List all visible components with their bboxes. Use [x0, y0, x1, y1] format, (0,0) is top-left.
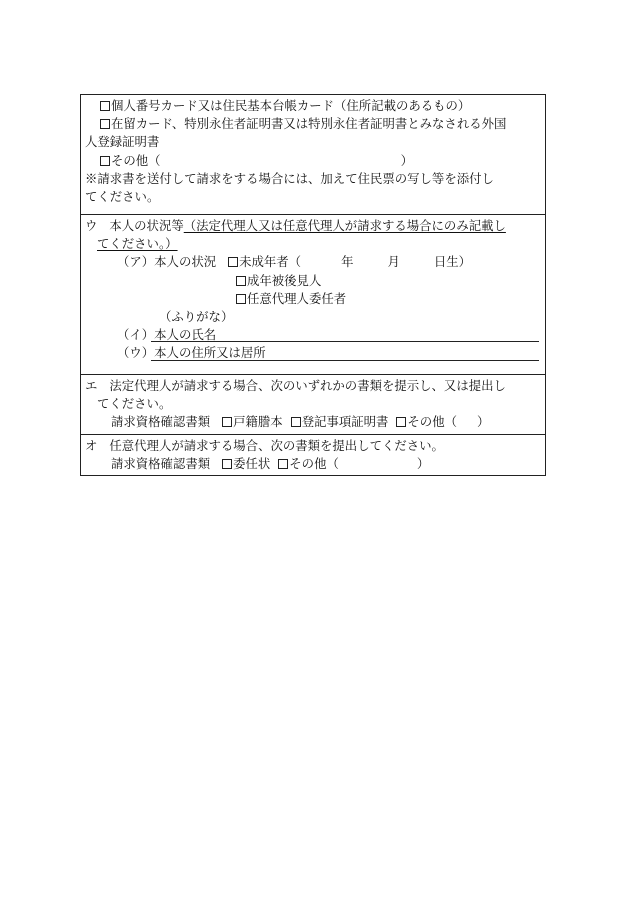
other-o-open: その他（: [289, 456, 339, 472]
checkbox-my-number-card[interactable]: [81, 97, 545, 115]
checkbox-icon[interactable]: [236, 273, 247, 288]
other-e-open: その他（: [407, 414, 457, 430]
id-documents-section: [81, 95, 545, 215]
section-e-text: [81, 377, 545, 395]
checkbox-icon[interactable]: [100, 153, 111, 168]
furigana-label: （ふりがな）: [159, 308, 234, 324]
minor-label: 未成年者（: [239, 254, 302, 270]
checkbox-other-o[interactable]: [278, 456, 289, 471]
delegator-label: 任意代理人委任者: [247, 290, 347, 306]
residence-card-label: 在留カード、特別永住者証明書又は特別永住者証明書とみなされる外国: [111, 116, 507, 132]
checkbox-other-id[interactable]: [81, 152, 545, 170]
section-o-marker: オ: [85, 438, 98, 453]
other-id-open: その他（: [111, 152, 161, 168]
section-e-docs-label: 請求資格確認書類: [111, 414, 211, 430]
section-u-condition: （法定代理人又は任意代理人が請求する場合にのみ記載し: [183, 218, 506, 233]
section-e-text-2: てください。: [97, 396, 172, 412]
section-u-title: 本人の状況等: [109, 218, 184, 233]
principal-status-label: （ア）本人の状況: [117, 254, 217, 270]
section-e-marker: エ: [85, 378, 98, 393]
section-e-docs-row: [81, 413, 545, 431]
section-u-marker: ウ: [85, 218, 98, 233]
power-of-attorney-label: 委任状: [233, 456, 271, 472]
other-o-close: ）: [416, 456, 430, 472]
section-u-header: [81, 217, 545, 235]
checkbox-delegator[interactable]: [81, 290, 545, 308]
principal-status-section: [81, 215, 545, 375]
other-id-close: ）: [400, 152, 413, 168]
mail-request-note-cont: [81, 188, 545, 206]
checkbox-power-of-attorney[interactable]: [222, 456, 233, 471]
adult-ward-label: 成年被後見人: [247, 272, 322, 288]
residence-card-label-cont: [81, 133, 545, 151]
birth-day-label: 日生）: [433, 254, 472, 270]
checkbox-registry-cert[interactable]: [291, 414, 302, 429]
section-u-condition-cont: [81, 235, 545, 253]
furigana-row: [81, 308, 545, 326]
mail-note-line-1: ※請求書を送付して請求をする場合には、加えて住民票の写し等を添付し: [85, 170, 494, 186]
principal-name-label: （イ）本人の氏名: [117, 327, 217, 343]
checkbox-icon[interactable]: [100, 98, 111, 113]
section-u-condition-2: てください。）: [97, 236, 178, 252]
birth-month-label: 月: [387, 254, 400, 270]
principal-name-field[interactable]: [151, 341, 539, 342]
birth-year-label: 年: [341, 254, 354, 270]
registry-cert-label: 登記事項証明書: [301, 414, 389, 430]
checkbox-adult-ward[interactable]: [81, 272, 545, 290]
principal-status-row: [81, 253, 545, 271]
principal-address-label: （ウ）本人の住所又は居所: [117, 345, 266, 361]
checkbox-minor[interactable]: [228, 254, 239, 269]
mail-request-note: [81, 170, 545, 188]
principal-name-row[interactable]: [81, 326, 545, 344]
checkbox-icon[interactable]: [100, 116, 111, 131]
principal-address-field[interactable]: [151, 360, 539, 361]
residence-card-label-2: 人登録証明書: [85, 134, 160, 150]
section-o-docs-label: 請求資格確認書類: [111, 456, 211, 472]
section-e-text-cont: [81, 395, 545, 413]
legal-agent-section: [81, 375, 545, 435]
checkbox-icon[interactable]: [236, 291, 247, 306]
form-table: [80, 94, 546, 476]
other-e-close: ）: [476, 414, 490, 430]
checkbox-residence-card[interactable]: [81, 115, 545, 133]
my-number-card-label: 個人番号カード又は住民基本台帳カード（住所記載のあるもの）: [111, 98, 471, 113]
family-register-label: 戸籍謄本: [233, 414, 283, 430]
principal-address-row[interactable]: [81, 344, 545, 362]
voluntary-agent-section: [81, 435, 545, 475]
section-o-docs-row: [81, 455, 545, 473]
section-o-text: [81, 437, 545, 455]
section-o-text-1: 任意代理人が請求する場合、次の書類を提出してください。: [109, 438, 444, 453]
mail-note-line-2: てください。: [85, 188, 160, 204]
section-e-text-1: 法定代理人が請求する場合、次のいずれかの書類を提示し、又は提出し: [109, 378, 506, 393]
checkbox-family-register[interactable]: [222, 414, 233, 429]
checkbox-other-e[interactable]: [396, 414, 407, 429]
